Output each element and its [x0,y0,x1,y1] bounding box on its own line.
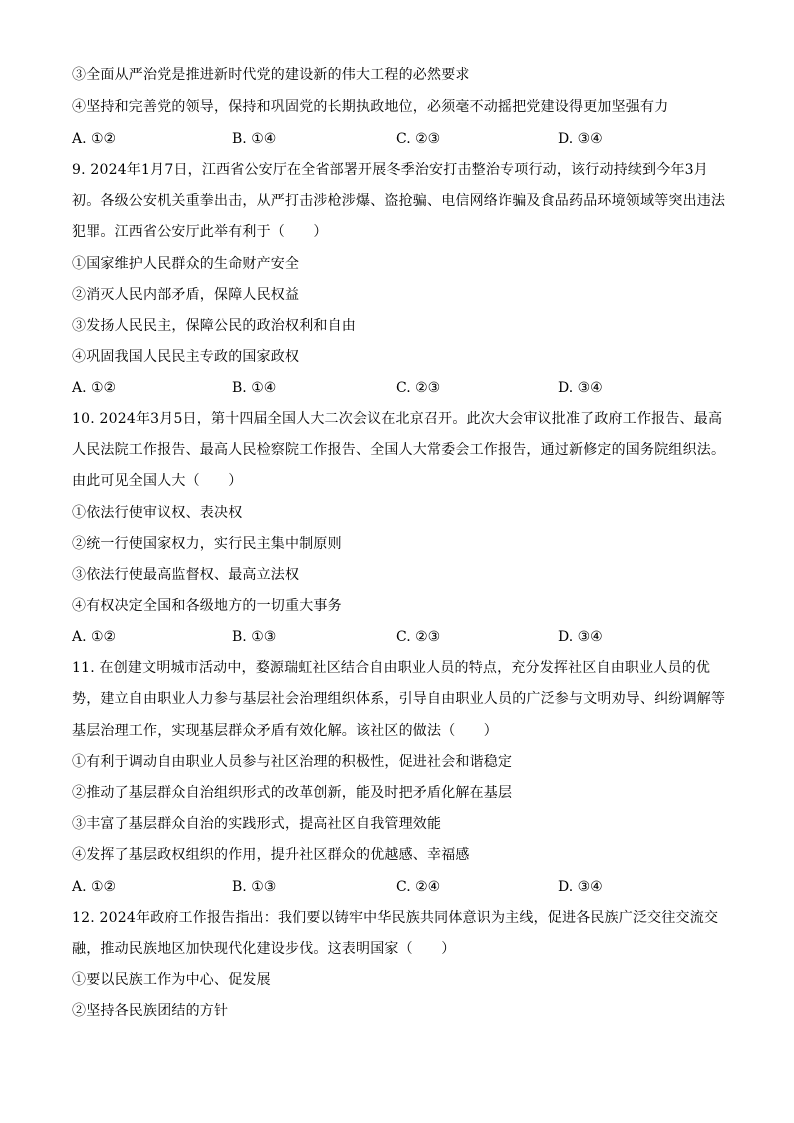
q11-option-a: A. ①② [72,879,117,895]
q9-stem-line-2: 初。各级公安机关重拳出击，从严打击涉枪涉爆、盗抢骗、电信网络诈骗及食品药品环境领域等突出违法 [72,193,726,209]
q9-stem-line-1: 9. 2024年1月7日，江西省公安厅在全省部署开展冬季治安打击整治专项行动，该行动持续到今年3月 [72,162,708,178]
q9-statement-4: ④巩固我国人民民主专政的国家政权 [72,349,300,365]
q11-options [72,878,712,896]
q10-stem-line-1: 10. 2024年3月5日，第十四届全国人大二次会议在北京召开。此次大会审议批准了政府工作报告、最高 [72,411,723,427]
q10-stem-line-2: 人民法院工作报告、最高人民检察院工作报告、全国人大常委会工作报告，通过新修定的国务院组织法。 [72,442,726,458]
q8-statement-4: ④坚持和完善党的领导，保持和巩固党的长期执政地位，必须毫不动摇把党建设得更加坚强有力 [72,99,669,115]
q9-option-d: D. ③④ [558,380,603,396]
q8-option-b: B. ①④ [232,131,277,147]
q11-statement-4: ④发挥了基层政权组织的作用，提升社区群众的优越感、幸福感 [72,847,470,863]
q11-option-b: B. ①③ [232,879,277,895]
q9-option-a: A. ①② [72,380,117,396]
q8-options [72,130,712,148]
q10-statement-3: ③依法行使最高监督权、最高立法权 [72,567,300,583]
q11-option-c: C. ②④ [396,879,441,895]
q10-statement-4: ④有权决定全国和各级地方的一切重大事务 [72,598,342,614]
q8-option-c: C. ②③ [396,131,441,147]
q11-stem-line-1: 11. 在创建文明城市活动中，婺源瑞虹社区结合自由职业人员的特点，充分发挥社区自由职业人员的优 [72,660,711,676]
q10-option-b: B. ①③ [232,629,277,645]
q12-statement-1: ①要以民族工作为中心、促发展 [72,972,271,988]
q9-statement-1: ①国家维护人民群众的生命财产安全 [72,256,300,272]
q10-statement-1: ①依法行使审议权、表决权 [72,505,243,521]
q11-statement-3: ③丰富了基层群众自治的实践形式，提高社区自我管理效能 [72,816,442,832]
q10-option-d: D. ③④ [558,629,603,645]
q9-option-b: B. ①④ [232,380,277,396]
q9-statement-2: ②消灭人民内部矛盾，保障人民权益 [72,287,300,303]
q12-statement-2: ②坚持各民族团结的方针 [72,1003,229,1019]
q8-statement-3: ③全面从严治党是推进新时代党的建设新的伟大工程的必然要求 [72,67,470,83]
q11-option-d: D. ③④ [558,879,603,895]
q10-options [72,628,712,646]
q10-option-c: C. ②③ [396,629,441,645]
q10-option-a: A. ①② [72,629,117,645]
q9-option-c: C. ②③ [396,380,441,396]
q9-stem-line-3: 犯罪。江西省公安厅此举有利于（ ） [72,224,328,240]
q9-statement-3: ③发扬人民民主，保障公民的政治权利和自由 [72,318,356,334]
q11-statement-2: ②推动了基层群众自治组织形式的改革创新，能及时把矛盾化解在基层 [72,785,513,801]
q10-statement-2: ②统一行使国家权力，实行民主集中制原则 [72,536,342,552]
q12-stem-line-1: 12. 2024年政府工作报告指出：我们要以铸牢中华民族共同体意识为主线，促进各民族广泛交往交流交 [72,910,719,926]
q8-option-d: D. ③④ [558,131,603,147]
q11-stem-line-2: 势，建立自由职业人力参与基层社会治理组织体系，引导自由职业人员的广泛参与文明劝导、纠纷调解等 [72,691,726,707]
q12-stem-line-2: 融，推动民族地区加快现代化建设步伐。这表明国家（ ） [72,941,456,957]
q11-statement-1: ①有利于调动自由职业人员参与社区治理的积极性，促进社会和谐稳定 [72,754,513,770]
q8-option-a: A. ①② [72,131,117,147]
q11-stem-line-3: 基层治理工作，实现基层群众矛盾有效化解。该社区的做法（ ） [72,723,498,739]
q10-stem-line-3: 由此可见全国人大（ ） [72,473,243,489]
q9-options [72,379,712,397]
